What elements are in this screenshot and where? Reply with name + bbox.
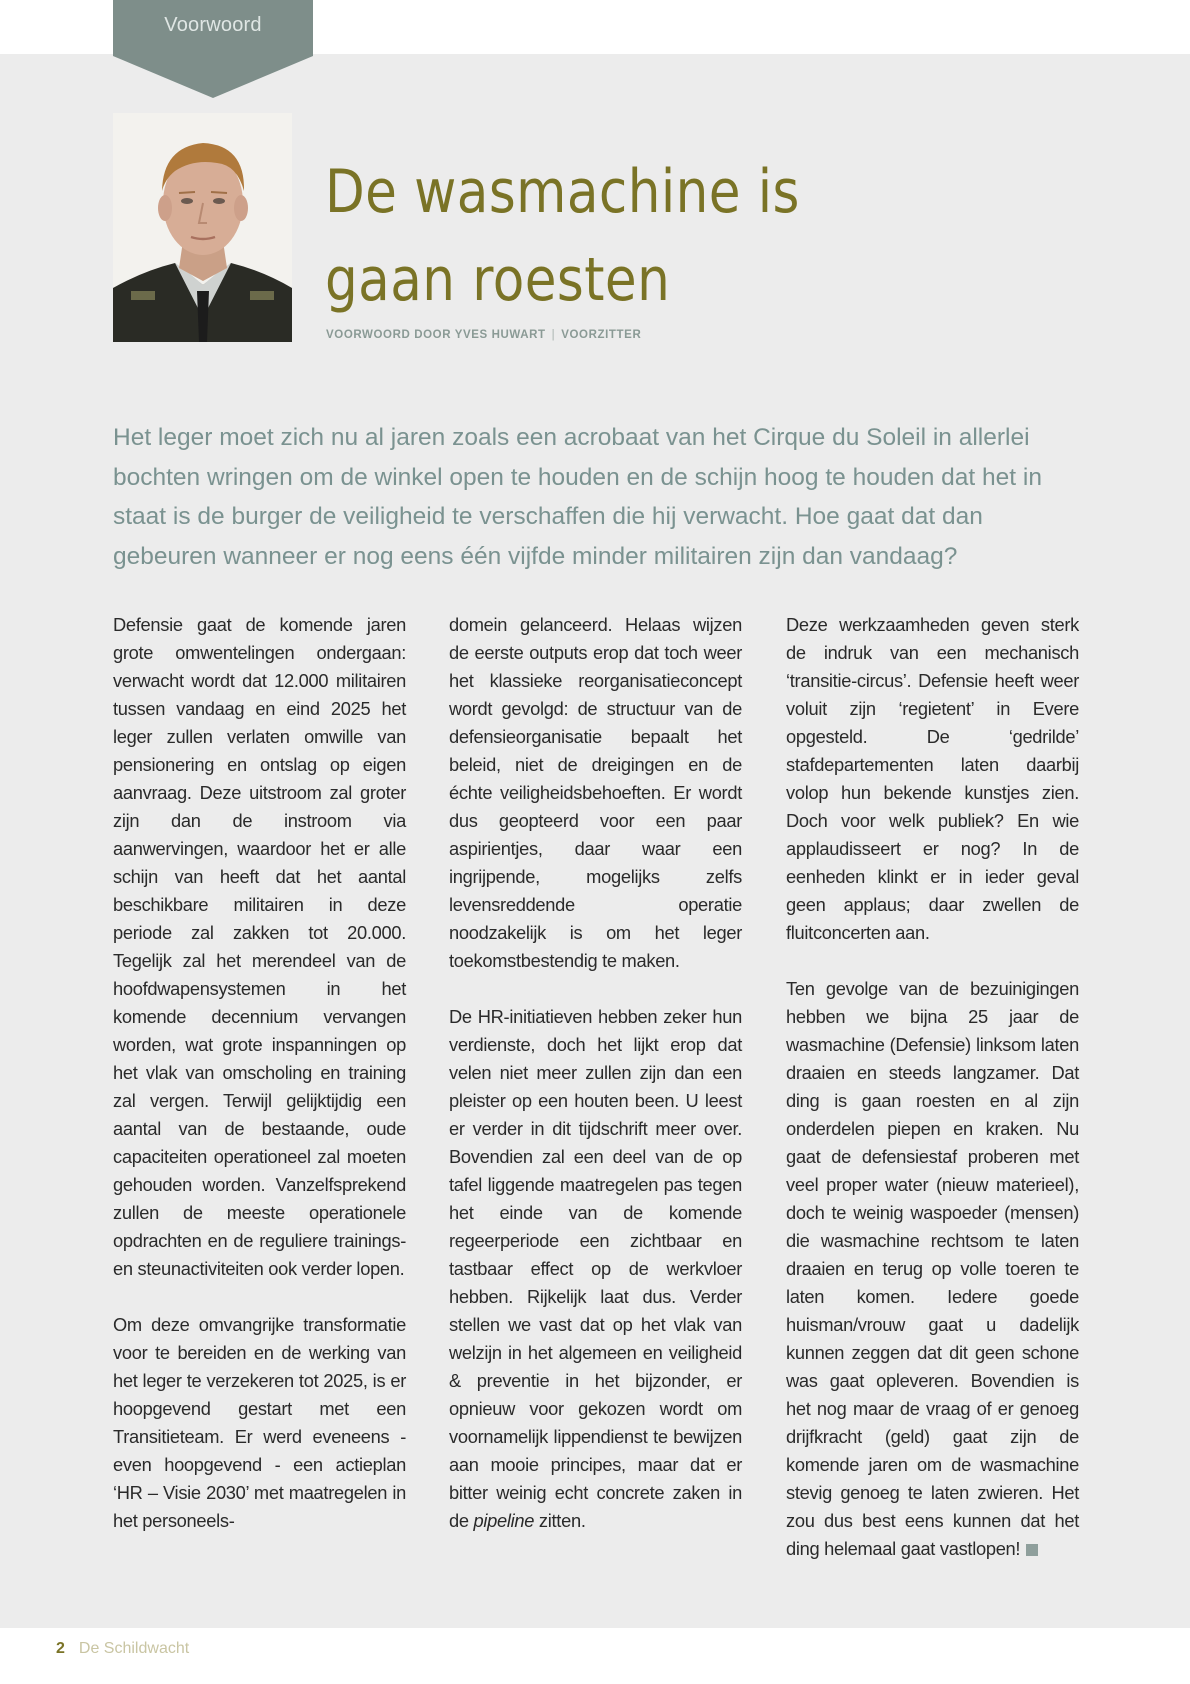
body-text: De HR-initiatieven hebben zeker hun verdienste, doch het lijkt erop dat velen niet meer zullen zijn dan een pleister op een houten been. U leest er verder in dit tijdschrift meer over. Bovendien zal een deel van de op tafel liggende maatregelen pas tegen het einde van de komende regeerperiode een zichtbaar en tastbaar effect op de werkvloer hebben. Rijkelijk laat dus. Verder stellen we vast dat op het vlak van welzijn in het algemeen en veiligheid & preventie in het bijzonder, er opnieuw voor gekozen wordt om voornamelijk lippendienst te bewijzen aan mooie principes, maar dat er bitter weinig echt concrete zaken in de xyxy=(449,1006,742,1531)
author-portrait xyxy=(113,113,292,342)
body-column-3 xyxy=(786,611,1079,1591)
body-text: Ten gevolge van de bezuinigingen hebben we bijna 25 jaar de wasmachine (Defensie) linksom laten draaien en steeds langzamer. Dat ding is gaan roesten en al zijn onderdelen piepen en kraken. Nu gaat de defensiestaf proberen met veel proper water (nieuw materieel), doch te weinig waspoeder (mensen) die wasmachine rechtsom te laten draaien en terug op volle toeren te laten komen. Iedere goede huisman/vrouw gaat u dadelijk kunnen zeggen dat dit geen schone was gaat opleveren. Bovendien is het nog maar de vraag of er genoeg drijfkracht (geld) gaat zijn de komende jaren om de wasmachine stevig genoeg te laten zwieren. Het zou dus best eens kunnen dat het ding helemaal gaat vastlopen! xyxy=(786,978,1079,1559)
italic-term: pipeline xyxy=(473,1510,535,1531)
magazine-name: De Schildwacht xyxy=(78,1640,190,1657)
page-number: 2 xyxy=(56,1640,65,1657)
body-column-2 xyxy=(449,611,742,1563)
body-text-tail: zitten. xyxy=(538,1510,586,1531)
body-paragraph: domein gelanceerd. Helaas wijzen de eerste outputs erop dat toch weer het klassieke reorganisatieconcept wordt gevolgd: de structuur van de defensieorganisatie bepaalt het beleid, niet de dreigingen en de échte veiligheidsbehoeften. Er wordt dus geopteerd voor een paar aspirientjes, daar waar een ingrijpende, mogelijks zelfs levensreddende operatie noodzakelijk is om het leger toekomstbestendig te maken. xyxy=(449,614,742,971)
article-title xyxy=(325,148,800,324)
title-line-1: De wasmachine is xyxy=(325,157,800,227)
body-paragraph: Defensie gaat de komende jaren grote omwentelingen ondergaan: verwacht wordt dat 12.000 militairen tussen vandaag en eind 2025 het leger zullen verlaten omwille van pensionering en ontslag op eigen aanvraag. Deze uitstroom zal groter zijn dan de instroom via aanwervingen, waardoor het er alle schijn van heeft dat het aantal beschikbare militairen in deze periode zal zakken tot 20.000. Tegelijk zal het merendeel van de hoofdwapensystemen in het komende decennium vervangen worden, wat grote inspanningen op het vlak van omscholing en training zal vergen. Terwijl gelijktijdig een aantal van de bestaande, oude capaciteiten operationeel zal moeten gehouden worden. Vanzelfsprekend zullen de meeste operationele opdrachten en de reguliere trainings- en steunactiviteiten ook verder lopen. xyxy=(113,614,406,1279)
portrait-image xyxy=(113,113,292,342)
page-footer xyxy=(56,1640,189,1658)
body-paragraph: Deze werkzaamheden geven sterk de indruk van een mechanisch ‘transitie-circus’. Defensie heeft weer voluit zijn ‘regietent’ in Evere opgesteld. De ‘gedrilde’ stafdepartementen laten daarbij volop hun bekende kunstjes zien. Doch voor welk publiek? En wie applaudisseert er nog? In de eenheden klinkt er in ieder geval geen applaus; daar zwellen de fluitconcerten aan. xyxy=(786,614,1079,943)
section-tab xyxy=(113,0,313,98)
end-of-article-square-icon xyxy=(1026,1544,1038,1556)
section-label: Voorwoord xyxy=(164,14,262,36)
body-column-1 xyxy=(113,611,406,1563)
body-paragraph xyxy=(449,1003,742,1535)
body-paragraph xyxy=(786,975,1079,1563)
byline-separator: | xyxy=(551,329,556,341)
byline xyxy=(326,329,641,341)
byline-role: VOORZITTER xyxy=(561,329,642,341)
body-paragraph: Om deze omvangrijke transformatie voor te bereiden en de werking van het leger te verzekeren tot 2025, is er hoopgevend gestart met een Transitieteam. Er werd eveneens - even hoopgevend - een actieplan ‘HR – Visie 2030’ met maatregelen in het personeels- xyxy=(113,1314,406,1531)
byline-author: VOORWOORD DOOR YVES HUWART xyxy=(326,329,546,341)
lead-paragraph: Het leger moet zich nu al jaren zoals een acrobaat van het Cirque du Soleil in allerlei bochten wringen om de winkel open te houden en de schijn hoog te houden dat het in staat is de burger de veiligheid te verschaffen die hij verwacht. Hoe gaat dat dan gebeuren wanneer er nog eens één vijfde minder militairen zijn dan vandaag? xyxy=(113,424,1042,570)
title-line-2: gaan roesten xyxy=(325,245,671,315)
